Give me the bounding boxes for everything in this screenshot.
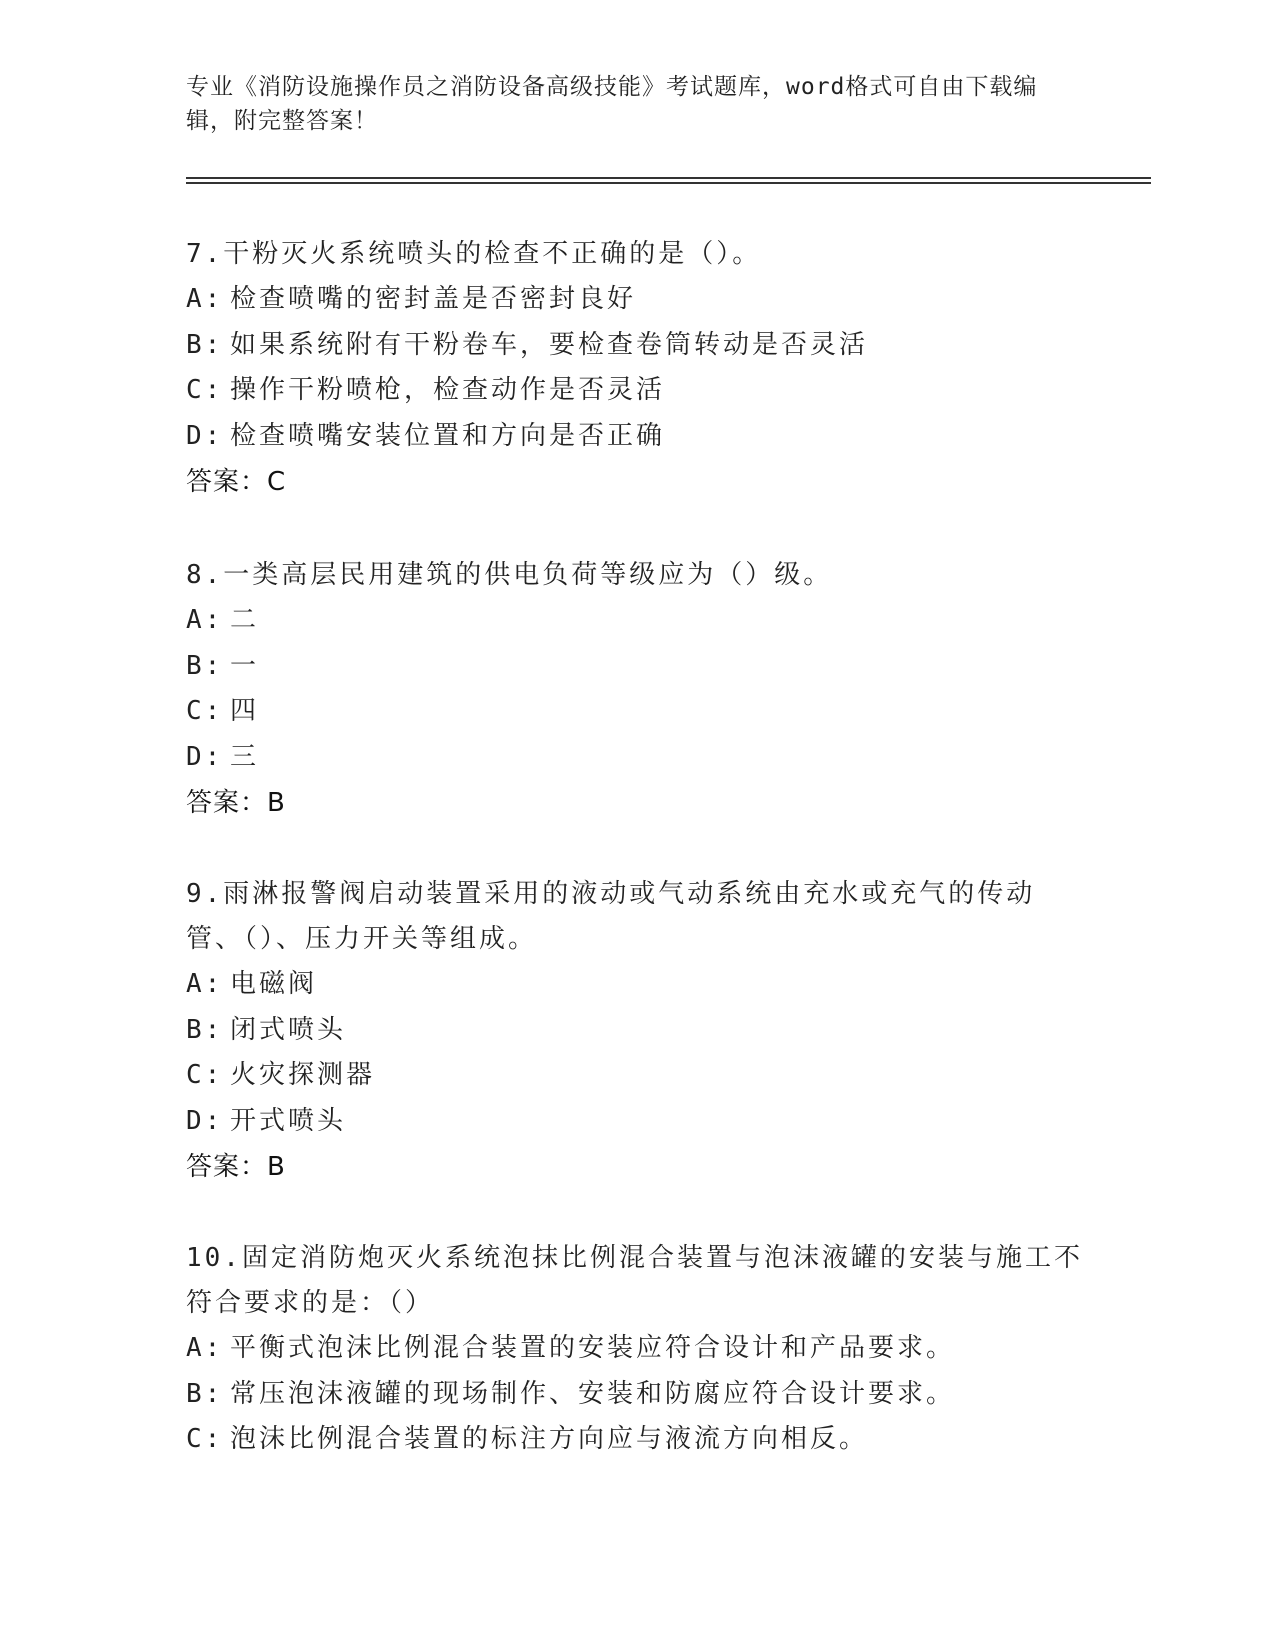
option-text: 检查喷嘴的密封盖是否密封良好	[230, 284, 637, 314]
option-c	[186, 368, 1086, 414]
option-key: D:	[186, 741, 224, 772]
option-key: D:	[186, 420, 224, 451]
option-d	[186, 414, 1086, 460]
option-key: B:	[186, 1378, 224, 1409]
option-text: 如果系统附有干粉卷车，要检查卷筒转动是否灵活	[230, 329, 869, 360]
option-b	[186, 1372, 1086, 1418]
question-9	[186, 872, 1086, 1190]
option-key: A:	[186, 969, 224, 999]
question-10	[186, 1236, 1086, 1463]
option-a	[186, 598, 1086, 644]
answer-line: 答案：C	[186, 467, 287, 497]
option-b	[186, 644, 1086, 690]
option-a	[186, 962, 1086, 1008]
option-b	[186, 323, 1086, 369]
option-d	[186, 1099, 1086, 1145]
header-divider-line	[186, 177, 1151, 179]
option-text: 操作干粉喷枪，检查动作是否灵活	[230, 375, 666, 405]
question-stem: 7.干粉灭火系统喷头的检查不正确的是（）。	[186, 239, 762, 269]
option-key: C:	[186, 1424, 224, 1454]
option-a	[186, 1326, 1086, 1372]
option-text: 一	[230, 650, 260, 681]
option-text: 常压泡沫液罐的现场制作、安装和防腐应符合设计要求。	[230, 1378, 956, 1409]
option-d	[186, 735, 1086, 781]
question-stem: 10.固定消防炮灭火系统泡抹比例混合装置与泡沫液罐的安装与施工不符合要求的是：（）	[186, 1243, 1083, 1318]
question-stem: 9.雨淋报警阀启动装置采用的液动或气动系统由充水或充气的传动管、（）、压力开关等组成。	[186, 879, 1036, 954]
option-key: D:	[186, 1105, 224, 1136]
option-key: B:	[186, 1014, 224, 1045]
option-key: B:	[186, 650, 224, 681]
document-header: 专业《消防设施操作员之消防设备高级技能》考试题库，word格式可自由下载编辑，附完整答案！	[186, 74, 1038, 134]
option-key: B:	[186, 329, 224, 360]
option-text: 火灾探测器	[230, 1060, 376, 1090]
option-text: 三	[230, 741, 260, 772]
option-text: 二	[230, 605, 260, 635]
question-stem: 8.一类高层民用建筑的供电负荷等级应为（）级。	[186, 560, 833, 590]
option-key: C:	[186, 1060, 224, 1090]
option-key: A:	[186, 605, 224, 635]
option-key: A:	[186, 1333, 224, 1363]
option-key: A:	[186, 284, 224, 314]
option-text: 平衡式泡沫比例混合装置的安装应符合设计和产品要求。	[230, 1333, 956, 1363]
option-c	[186, 689, 1086, 735]
question-8	[186, 553, 1086, 826]
header-divider-line-second	[186, 182, 1151, 184]
option-c	[186, 1053, 1086, 1099]
option-text: 四	[230, 696, 260, 726]
question-7	[186, 232, 1086, 505]
option-text: 泡沫比例混合装置的标注方向应与液流方向相反。	[230, 1424, 869, 1454]
option-text: 开式喷头	[230, 1105, 347, 1136]
option-key: C:	[186, 696, 224, 726]
option-text: 电磁阀	[230, 969, 318, 999]
option-c	[186, 1417, 1086, 1463]
option-text: 检查喷嘴安装位置和方向是否正确	[230, 420, 666, 451]
option-a	[186, 277, 1086, 323]
answer-line: 答案：B	[186, 788, 286, 818]
answer-line: 答案：B	[186, 1152, 286, 1182]
option-b	[186, 1008, 1086, 1054]
option-key: C:	[186, 375, 224, 405]
option-text: 闭式喷头	[230, 1014, 347, 1045]
